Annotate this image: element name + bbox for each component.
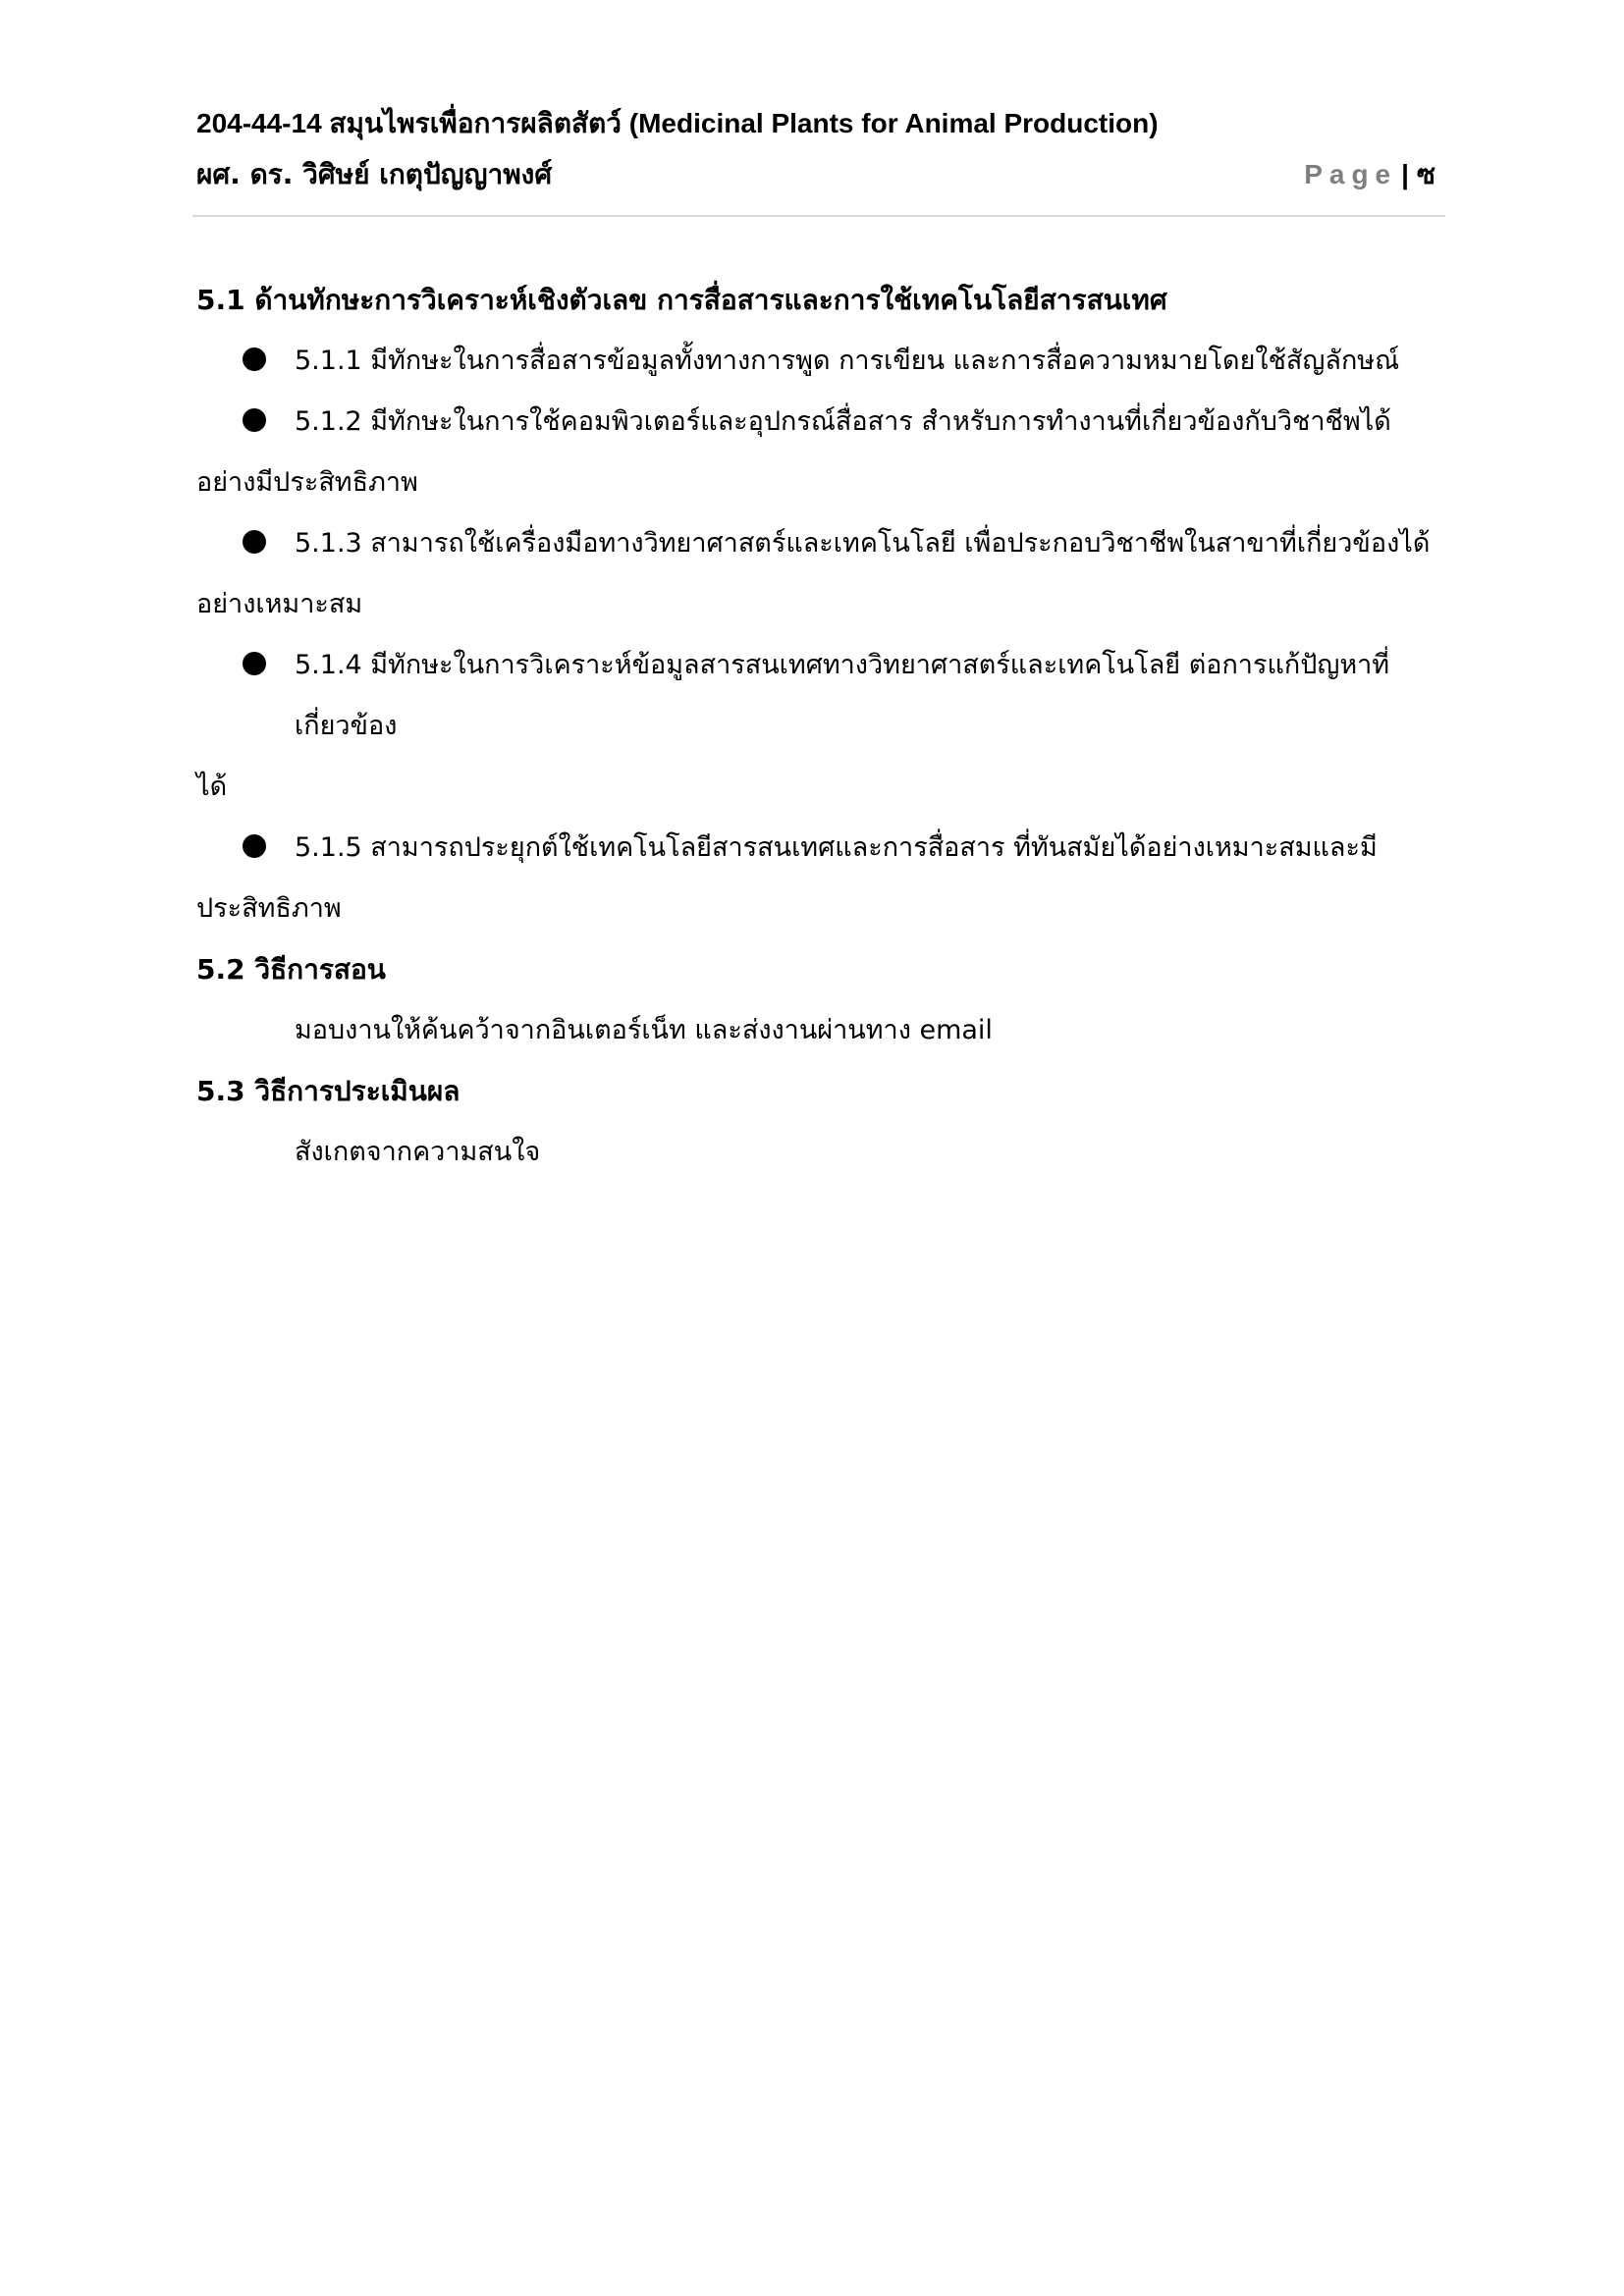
page-separator: | xyxy=(1401,159,1409,189)
list-item xyxy=(196,818,1443,939)
bullet-icon xyxy=(243,530,266,554)
section-heading-5-1: 5.1 ด้านทักษะการวิเคราะห์เชิงตัวเลข การสื่อสารและการใช้เทคโนโลยีสารสนเทศ xyxy=(196,284,1167,316)
header-divider xyxy=(192,215,1445,217)
course-title: 204-44-14 สมุนไพรเพื่อการผลิตสัตว์ (Medicinal Plants for Animal Production) xyxy=(196,108,1159,138)
section-heading-5-2: 5.2 วิธีการสอน xyxy=(196,953,386,986)
list-item xyxy=(196,331,1443,392)
list-item xyxy=(196,635,1443,818)
list-item-text: 5.1.4 มีทักษะในการวิเคราะห์ข้อมูลสารสนเทศทางวิทยาศาสตร์และเทคโนโลยี ต่อการแก้ปัญหาที่เกี่ยวข้อง xyxy=(295,650,1390,741)
page-header xyxy=(196,100,1443,202)
section-heading-5-3: 5.3 วิธีการประเมินผล xyxy=(196,1075,460,1107)
document-body xyxy=(196,270,1443,1183)
author-name: ผศ. ดร. วิศิษย์ เกตุปัญญาพงศ์ xyxy=(196,158,553,190)
author-row xyxy=(196,147,1443,202)
list-item-text: 5.1.5 สามารถประยุกต์ใช้เทคโนโลยีสารสนเทศและการสื่อสาร ที่ทันสมัยได้อย่างเหมาะสมและมี xyxy=(295,832,1378,863)
list-item xyxy=(196,513,1443,635)
bullet-icon xyxy=(243,347,266,371)
skills-bullet-list xyxy=(196,331,1443,939)
list-item xyxy=(196,392,1443,513)
bullet-icon xyxy=(243,652,266,675)
list-item-continuation: ประสิทธิภาพ xyxy=(196,893,342,924)
list-item-continuation: ได้ xyxy=(196,772,228,802)
bullet-icon xyxy=(243,834,266,858)
list-item-text: 5.1.2 มีทักษะในการใช้คอมพิวเตอร์และอุปกรณ์สื่อสาร สำหรับการทำงานที่เกี่ยวข้องกับวิชาชีพได้ xyxy=(295,406,1391,437)
page-number-label xyxy=(1304,153,1435,196)
list-item-text: 5.1.3 สามารถใช้เครื่องมือทางวิทยาศาสตร์และเทคโนโลยี เพื่อประกอบวิชาชีพในสาขาที่เกี่ยวข้องได้ xyxy=(295,528,1431,559)
bullet-icon xyxy=(243,408,266,432)
page-number: ซ xyxy=(1416,159,1435,189)
list-item-continuation: อย่างมีประสิทธิภาพ xyxy=(196,467,418,498)
teaching-method-text: มอบงานให้ค้นคว้าจากอินเตอร์เน็ท และส่งงานผ่านทาง email xyxy=(295,1015,993,1045)
evaluation-method-text: สังเกตจากความสนใจ xyxy=(295,1137,541,1167)
list-item-continuation: อย่างเหมาะสม xyxy=(196,589,363,619)
list-item-text: 5.1.1 มีทักษะในการสื่อสารข้อมูลทั้งทางการพูด การเขียน และการสื่อความหมายโดยใช้สัญลักษณ์ xyxy=(295,346,1400,376)
page-word: Page xyxy=(1304,159,1398,189)
